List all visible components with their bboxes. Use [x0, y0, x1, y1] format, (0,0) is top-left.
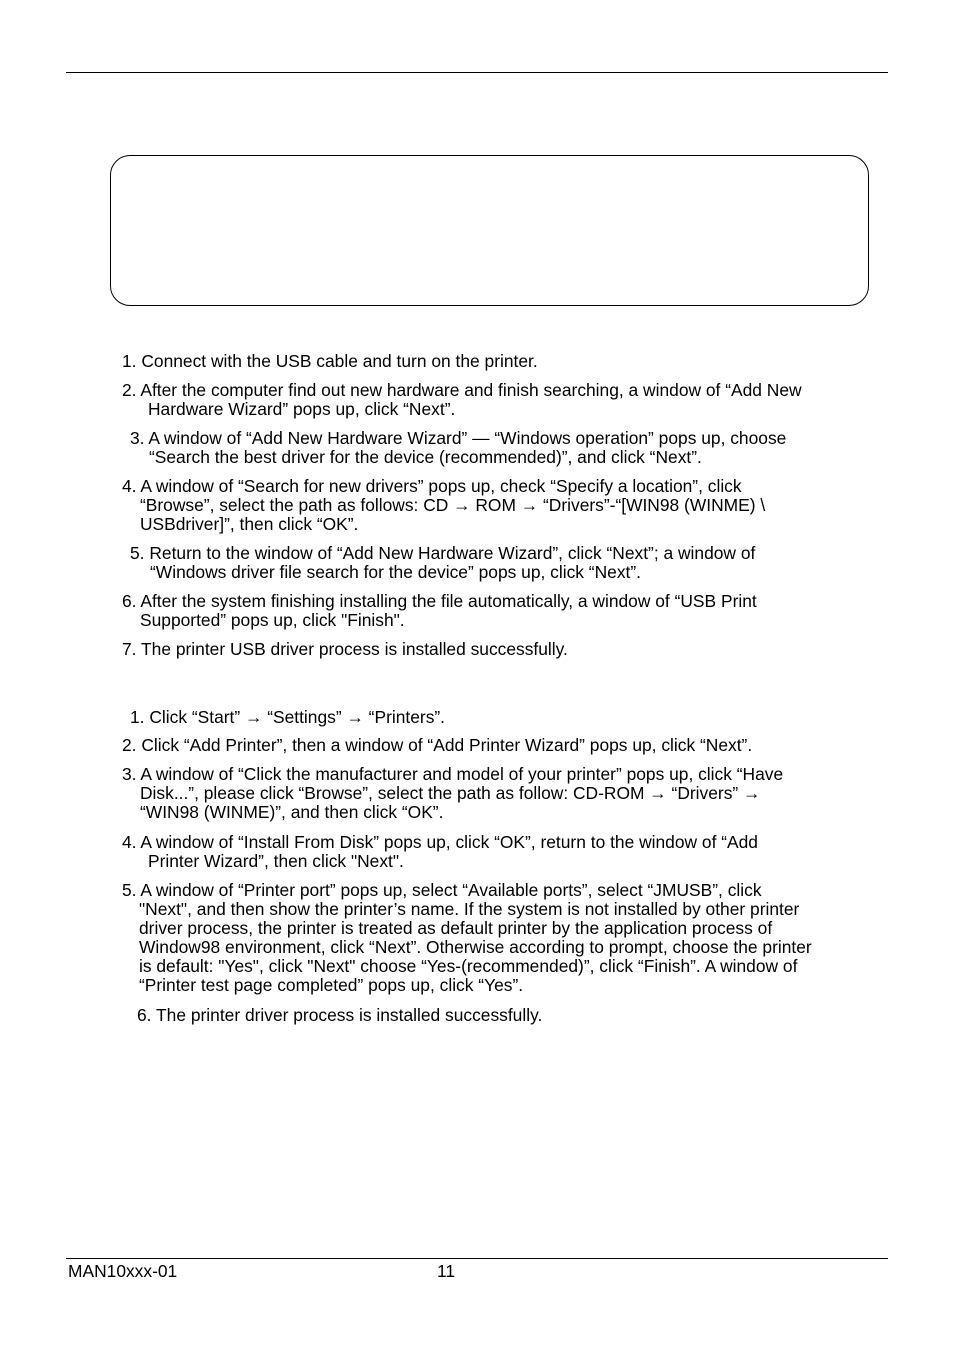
printer-step-1: 1. Click “Start” → “Settings” → “Printers”. — [130, 707, 446, 727]
usb-step-2: 2. After the computer find out new hardware and finish searching, a window of “Add New Hardware Wizard” pops up, click “Next”. — [122, 380, 802, 419]
printer-step-4: 4. A window of “Install From Disk” pops up, click “OK”, return to the window of “Add Printer Wizard”, then click "Next". — [122, 832, 758, 871]
footer-page-number: 11 — [437, 1261, 456, 1281]
usb-step-1: 1. Connect with the USB cable and turn on the printer. — [122, 351, 538, 371]
header-rule — [66, 72, 888, 73]
note-box — [110, 155, 869, 306]
footer-doc-id: MAN10xxx-01 — [68, 1261, 178, 1281]
printer-step-6: 6. The printer driver process is installed successfully. — [137, 1005, 543, 1025]
usb-step-4: 4. A window of “Search for new drivers” pops up, check “Specify a location”, click “Browse”, select the path as follows: CD → ROM → “Drivers”-“[WIN98 (WINME) \ USBdriver]”, then click “OK”. — [122, 476, 766, 534]
printer-step-3: 3. A window of “Click the manufacturer and model of your printer” pops up, click “Have Disk...”, please click “Browse”, select the path as follow: CD-ROM → “Drivers” → “WIN98 (WINME)”, and then click “OK”. — [122, 764, 784, 822]
printer-step-5: 5. A window of “Printer port” pops up, select “Available ports”, select “JMUSB”, click "Next", and then show the printer’s name. If the system is not installed by other printer driver process, the printer is treated as default printer by the application process of Window98 environment, click “Next”. Otherwise according to prompt, choose the printer is default: "Yes", click "Next" choose “Yes-(recommended)”, click “Finish”. A window of “Printer test page completed” pops up, click “Yes”. — [122, 880, 812, 995]
usb-step-6: 6. After the system finishing installing the file automatically, a window of “USB Print Supported” pops up, click "Finish". — [122, 591, 757, 630]
usb-step-3: 3. A window of “Add New Hardware Wizard” — “Windows operation” pops up, choose “Search the best driver for the device (recommended)”, and click “Next”. — [130, 428, 787, 467]
printer-step-2: 2. Click “Add Printer”, then a window of “Add Printer Wizard” pops up, click “Next”. — [122, 735, 753, 755]
usb-step-5: 5. Return to the window of “Add New Hardware Wizard”, click “Next”; a window of “Windows driver file search for the device” pops up, click “Next”. — [130, 543, 756, 582]
footer-rule — [66, 1258, 888, 1259]
usb-step-7: 7. The printer USB driver process is installed successfully. — [122, 639, 568, 659]
